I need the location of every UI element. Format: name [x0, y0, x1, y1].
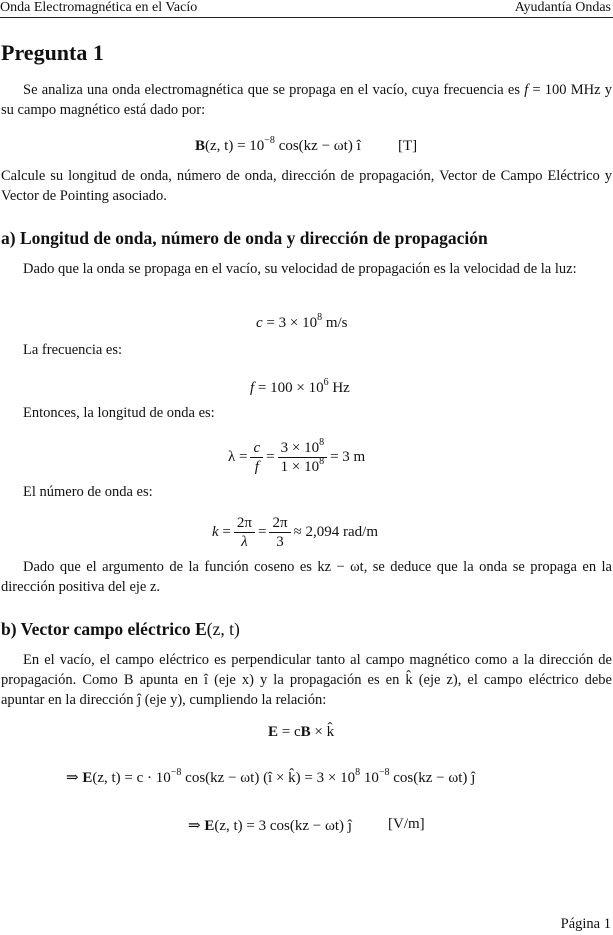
magnetic-field-unit: [T] — [398, 138, 418, 154]
wavenumber-fraction-2: $\frac{2\pi}{3}$ — [269, 514, 290, 551]
electric-field-unit: [V/m] — [388, 816, 425, 832]
header-rule — [0, 17, 613, 18]
section-a-heading: a) Longitud de onda, número de onda y dirección de propagación — [1, 228, 488, 248]
running-header-right: Ayudantía Ondas — [514, 0, 611, 15]
propagation-direction-paragraph: Dado que el argumento de la función coseno es kz − ωt, se deduce que la onda se propaga en la dirección positiva del eje z. — [1, 559, 612, 595]
wavelength-fraction-c-over-f: $\frac{c}{f}$ — [250, 439, 263, 476]
wavelength-label: Entonces, la longitud de onda es: — [23, 405, 215, 421]
wavelength-fraction-numeric: $\frac{3 \times 10^8}{1 \times 10^8}$ — [278, 439, 327, 476]
intro-paragraph-1 — [1, 80, 612, 120]
running-header-left: Onda Electromagnética en el Vacío — [0, 0, 198, 15]
wavelength-equation: λ = $\frac{c}{f}$ = $\frac{3 \times 10^8}{1 \times 10^8}$ = 3 m — [228, 437, 366, 475]
magnetic-field-equation: B(z, $t) = 10^{-8}$ cos(kz − ωt) î — [195, 135, 361, 154]
speed-of-light-equation: $c = 3 \times 10^8$ m/s — [256, 312, 348, 331]
electric-field-result: ⇒ E(z, t) = 3 cos(kz − ωt) ĵ — [188, 818, 352, 834]
wavenumber-equation: k = $\frac{2\pi}{\lambda}$ = $\frac{2\pi}{3}$ ≈ 2,094 rad/m — [212, 515, 378, 550]
electric-field-relation: E = cB × k̂ — [268, 724, 335, 740]
intro-frequency-symbol: f — [524, 82, 529, 98]
section-b-paragraph-1: En el vacío, el campo eléctrico es perpendicular tanto al campo magnético como a la dirección de propagación. Como B apunta en î (eje x) y la propagación es en k̂ (eje z), el campo eléctrico debe apuntar en la dirección ĵ (eje y), cumpliendo la relación: — [1, 652, 612, 708]
intro-text: Se analiza una onda electromagnética que se propaga en el vacío, cuya frecuencia es — [23, 82, 520, 98]
section-b-heading: b) Vector campo eléctrico E(z, t) — [1, 619, 240, 639]
wavenumber-fraction-1: $\frac{2\pi}{\lambda}$ — [234, 514, 255, 551]
frequency-equation: $f = 100 \times 10^6$ Hz — [250, 377, 350, 396]
page-number: Página 1 — [560, 916, 611, 932]
intro-frequency-value: = 100 MHz y su campo magnético está dado por: — [1, 82, 612, 118]
intro-paragraph-2: Calcule su longitud de onda, número de onda, dirección de propagación, Vector de Campo Eléctrico y Vector de Pointing asociado. — [1, 168, 612, 204]
electric-field-derivation: ⇒ E(z, $t) = c \cdot 10^{-8}$ cos(kz − ωt) (î × k̂) = $3 \times 10^8$ $10^{-8}$ cos(kz − ωt) ĵ — [66, 767, 476, 786]
section-a-paragraph-1: Dado que la onda se propaga en el vacío, su velocidad de propagación es la velocidad de la luz: — [23, 261, 577, 277]
page-title: Pregunta 1 — [1, 40, 104, 65]
frequency-label: La frecuencia es: — [23, 342, 123, 358]
wavenumber-label: El número de onda es: — [23, 484, 153, 500]
